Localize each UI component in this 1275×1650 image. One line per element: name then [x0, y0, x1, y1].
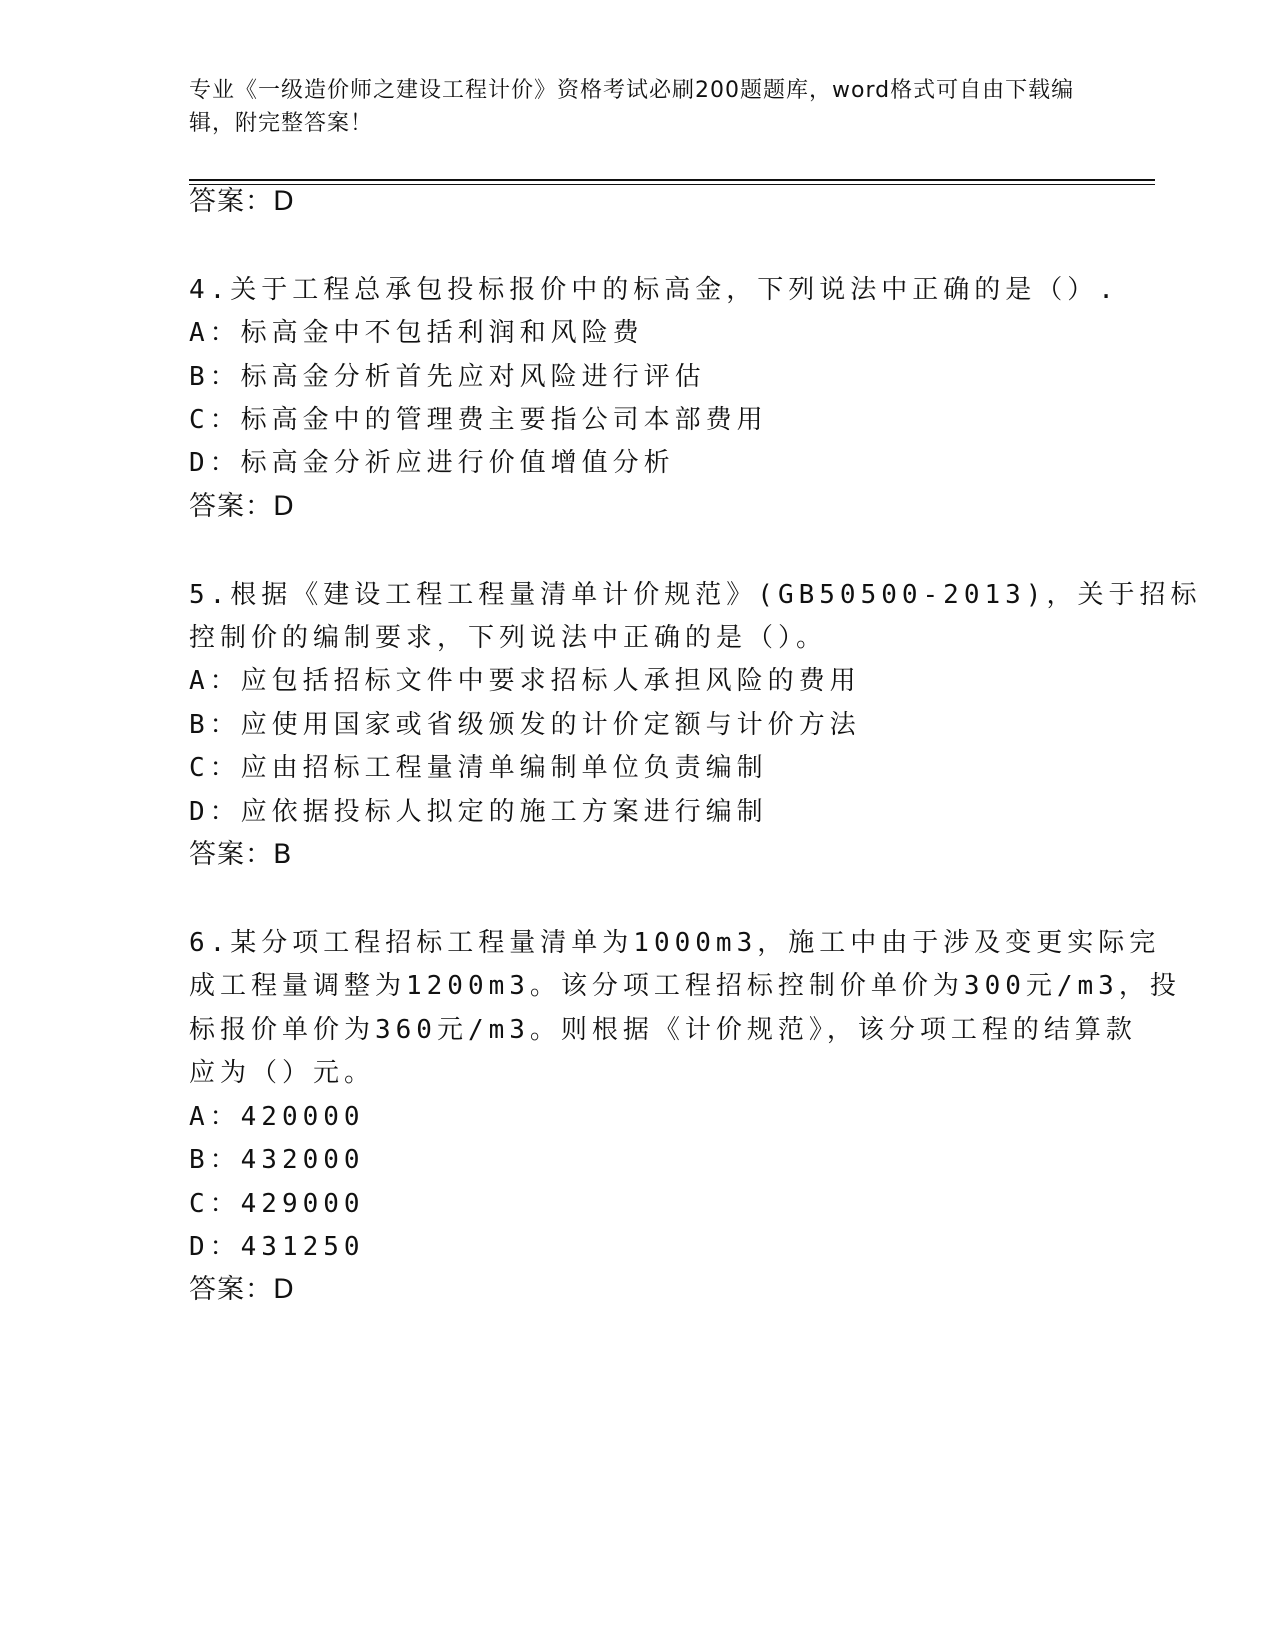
- question-6-option-d: D：431250: [189, 1232, 365, 1262]
- question-4-option-c: C：标高金中的管理费主要指公司本部费用: [189, 405, 768, 435]
- question-6-option-b: B：432000: [189, 1145, 365, 1175]
- question-6-option-c: C：429000: [189, 1189, 365, 1219]
- question-6-text-line-4: 应为（）元。: [189, 1058, 376, 1088]
- question-6-text-line-2: 成工程量调整为1200m3。该分项工程招标控制价单价为300元/m3，投: [189, 971, 1181, 1001]
- header-divider-thick: [189, 179, 1155, 181]
- question-6-option-a: A：420000: [189, 1102, 365, 1132]
- question-5-option-a: A：应包括招标文件中要求招标人承担风险的费用: [189, 666, 861, 696]
- question-5-text-line-2: 控制价的编制要求，下列说法中正确的是（）。: [189, 623, 828, 653]
- question-5-answer: 答案：B: [189, 839, 293, 870]
- previous-answer: 答案：D: [189, 186, 295, 217]
- document-header: 专业《一级造价师之建设工程计价》资格考试必刷200题题库，word格式可自由下载编辑，附完整答案！: [189, 78, 1075, 136]
- question-4-answer: 答案：D: [189, 491, 295, 522]
- question-4-option-a: A：标高金中不包括利润和风险费: [189, 318, 644, 348]
- question-6-answer: 答案：D: [189, 1274, 295, 1305]
- question-5-option-c: C：应由招标工程量清单编制单位负责编制: [189, 753, 768, 783]
- question-6-text-line-1: 6.某分项工程招标工程量清单为1000m3，施工中由于涉及变更实际完: [189, 928, 1161, 958]
- question-5-option-b: B：应使用国家或省级颁发的计价定额与计价方法: [189, 710, 861, 740]
- question-4-text-line-1: 4.关于工程总承包投标报价中的标高金，下列说法中正确的是（）.: [189, 275, 1119, 305]
- question-6-text-line-3: 标报价单价为360元/m3。则根据《计价规范》，该分项工程的结算款: [189, 1015, 1137, 1045]
- question-4-option-d: D：标高金分祈应进行价值增值分析: [189, 448, 675, 478]
- question-5-option-d: D：应依据投标人拟定的施工方案进行编制: [189, 797, 768, 827]
- question-4-option-b: B：标高金分析首先应对风险进行评估: [189, 362, 706, 392]
- header-divider-thin: [189, 184, 1155, 185]
- question-5-text-line-1: 5.根据《建设工程工程量清单计价规范》(GB50500-2013)，关于招标: [189, 580, 1202, 610]
